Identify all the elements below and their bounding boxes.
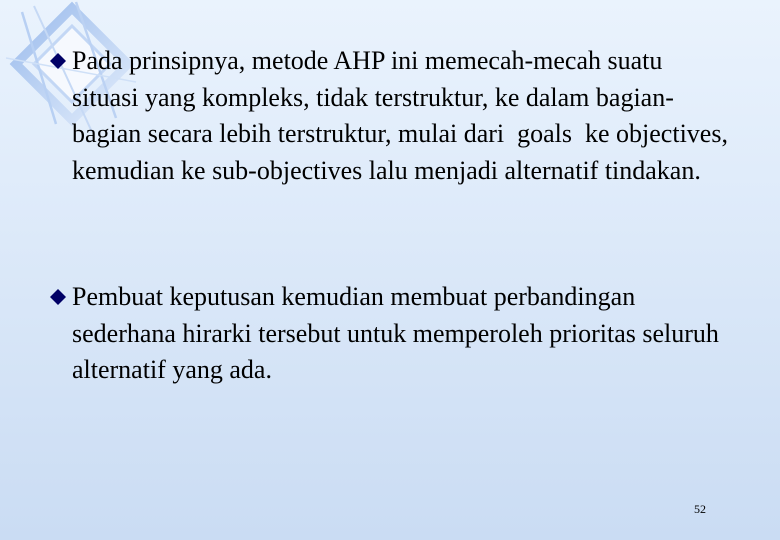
- diamond-bullet-icon: [50, 53, 66, 69]
- bullet-item: [50, 43, 735, 189]
- diamond-bullet-icon: [50, 289, 66, 305]
- page-number: 52: [694, 502, 706, 516]
- bullet-item: [50, 279, 728, 389]
- bullet-text: Pembuat keputusan kemudian membuat perbandingan sederhana hirarki tersebut untuk memperoleh prioritas seluruh alternatif yang ada.: [72, 282, 726, 384]
- bullet-text: Pada prinsipnya, metode AHP ini memecah-mecah suatu situasi yang kompleks, tidak terstruktur, ke dalam bagian-bagian secara lebih terstruktur, mulai dari goals ke objectives, kemudian ke sub-objectives lalu menjadi alternatif tindakan.: [72, 46, 735, 185]
